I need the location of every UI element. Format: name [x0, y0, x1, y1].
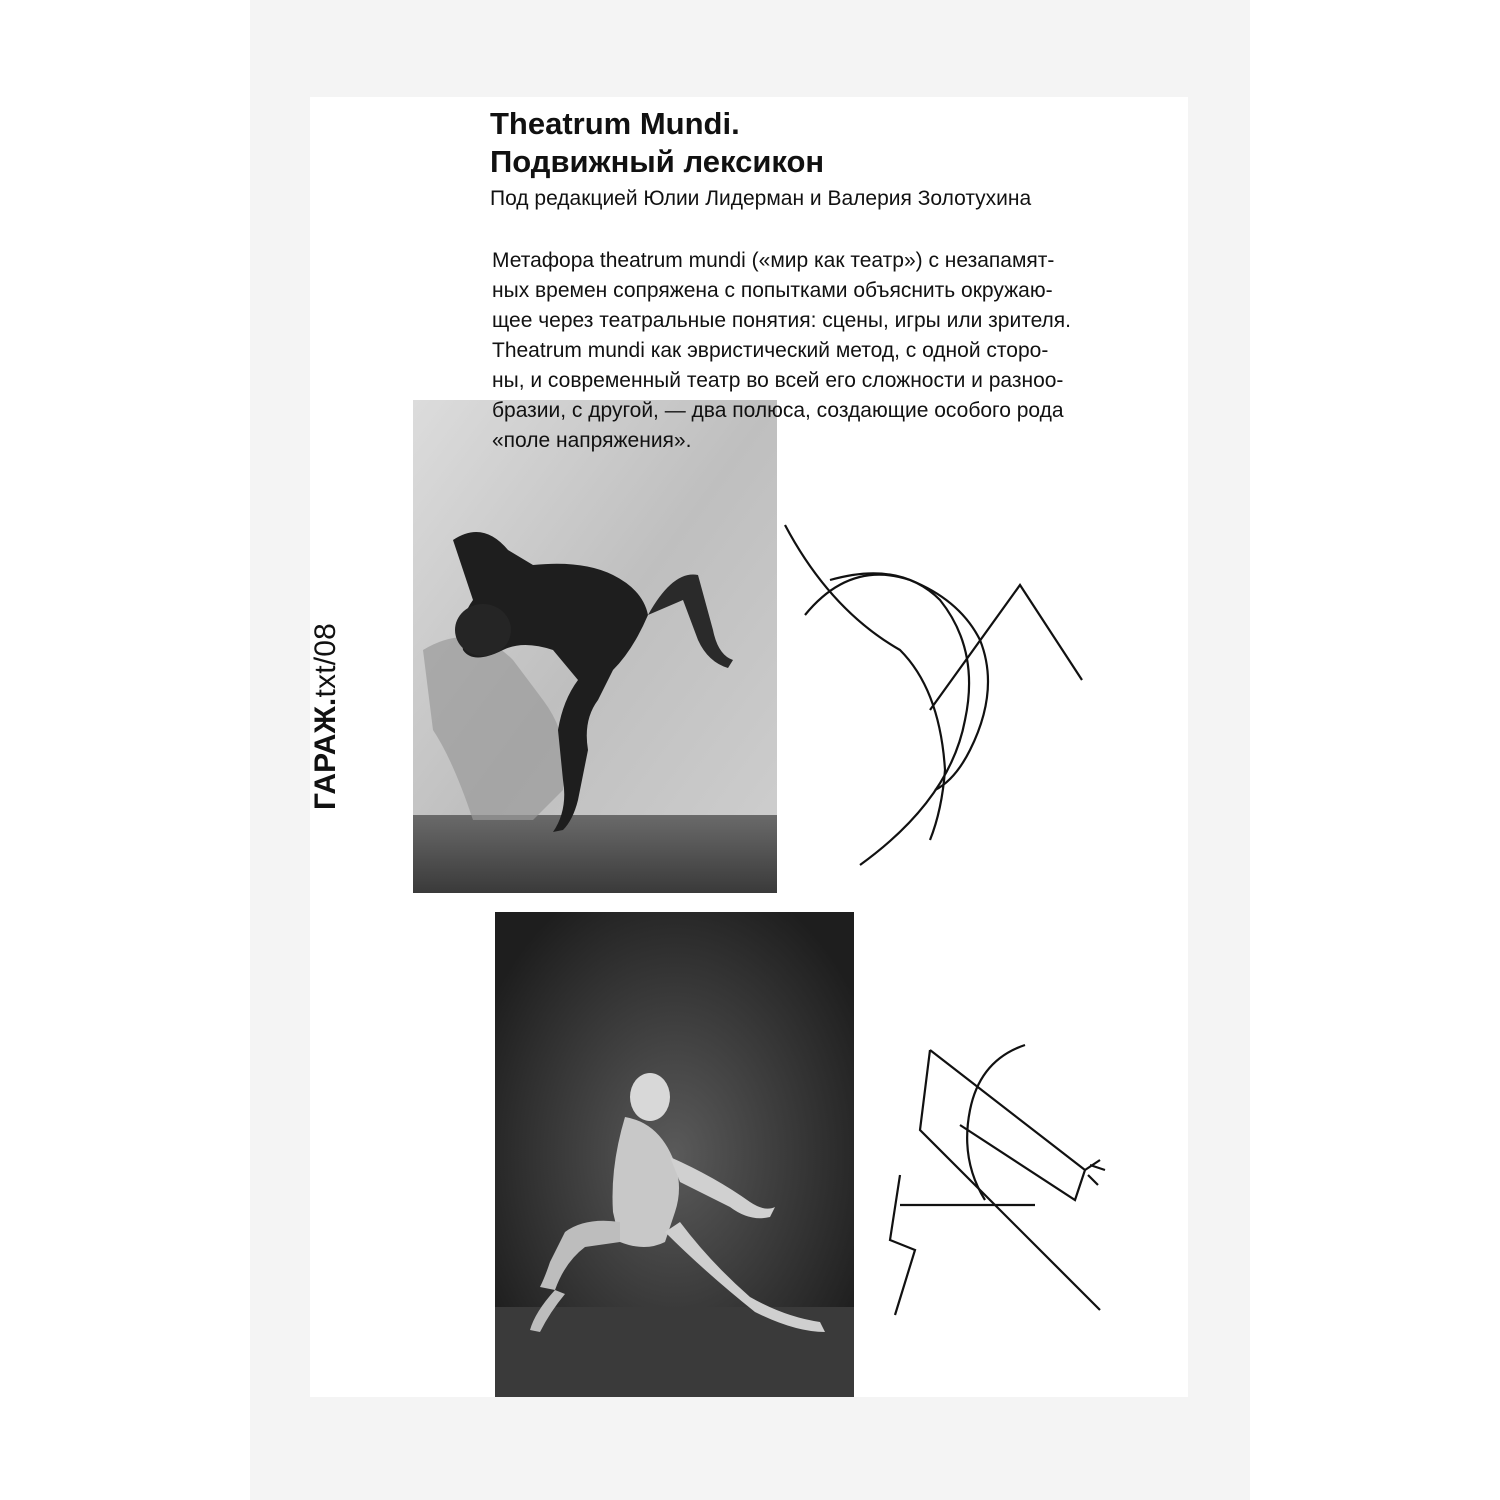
description-line: «поле напряжения». [492, 429, 692, 452]
series-brand: ГАРАЖ. [309, 697, 342, 810]
series-label [309, 623, 343, 810]
line-drawing-angles [860, 1020, 1170, 1320]
description-line: Theatrum mundi как эвристический метод, с одной сторо- [492, 339, 1049, 362]
description-line: Метафора theatrum mundi («мир как театр») с незапамят- [492, 249, 1055, 272]
title-line-1: Theatrum Mundi. [490, 106, 740, 141]
line-drawing-arcs [770, 520, 1100, 870]
description-line: ных времен сопряжена с попытками объяснить окружаю- [492, 279, 1053, 302]
dancer-photo-lunge [495, 912, 854, 1397]
title-line-2: Подвижный лексикон [490, 144, 825, 179]
description-line: щее через театральные понятия: сцены, игры или зрителя. [492, 309, 1072, 332]
dancer-photo-bent-back [413, 400, 777, 893]
description-line: бразии, с другой, — два полюса, создающие особого рода [492, 399, 1064, 422]
description-line: ны, и современный театр во всей его сложности и разноо- [492, 369, 1064, 392]
editors-line: Под редакцией Юлии Лидерман и Валерия Золотухина [490, 187, 1032, 210]
book-title [490, 105, 824, 181]
series-number: txt/08 [309, 622, 342, 698]
book-description [492, 246, 1152, 456]
